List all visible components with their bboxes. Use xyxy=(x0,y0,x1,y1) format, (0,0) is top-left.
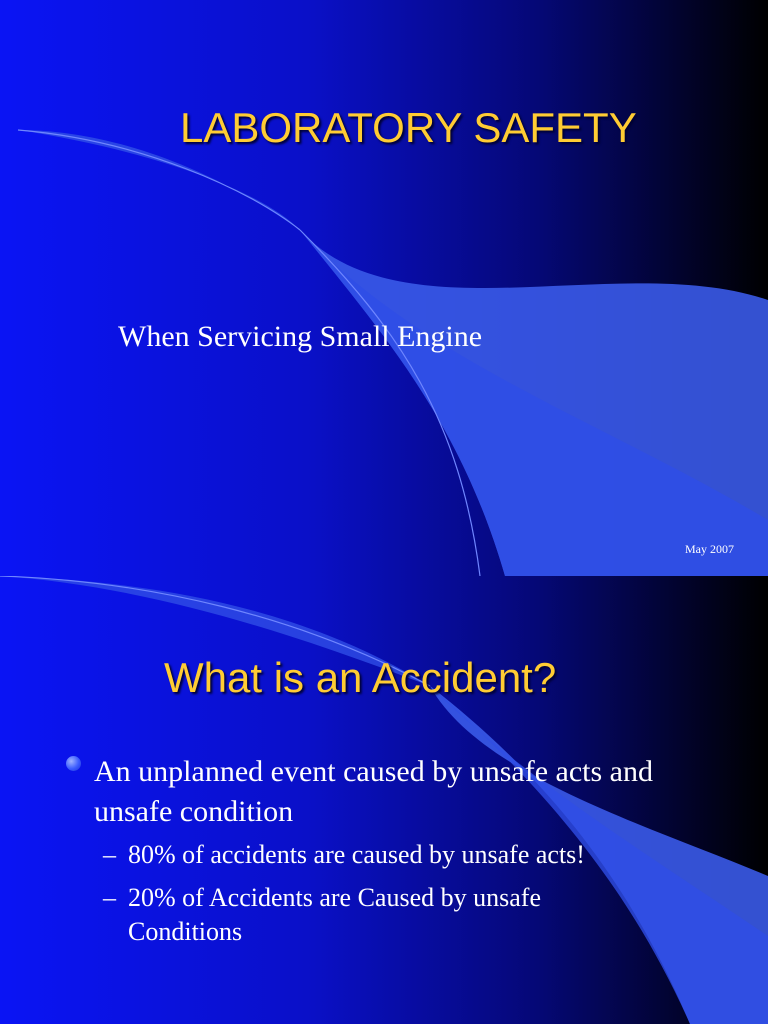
slide-1-subtitle: When Servicing Small Engine xyxy=(118,320,483,353)
dash-marker: – xyxy=(103,840,116,869)
slide-1-title: LABORATORY SAFETY xyxy=(180,104,637,151)
sub-bullet-text: 80% of accidents are caused by unsafe acts! xyxy=(128,840,585,869)
sub-bullet-text: 20% of Accidents are Caused by unsafe Conditions xyxy=(128,883,541,946)
slide-2-title: What is an Accident? xyxy=(164,654,557,701)
sub-bullet-item xyxy=(103,881,623,949)
slide-1-footer-date: May 2007 xyxy=(685,542,734,556)
dash-marker: – xyxy=(103,883,116,912)
bullet-text: An unplanned event caused by unsafe acts and unsafe condition xyxy=(94,755,653,828)
slide-2 xyxy=(0,576,768,1024)
sub-bullet-item xyxy=(103,838,703,872)
round-bullet-icon xyxy=(66,756,81,771)
bullet-list-item xyxy=(66,752,716,832)
